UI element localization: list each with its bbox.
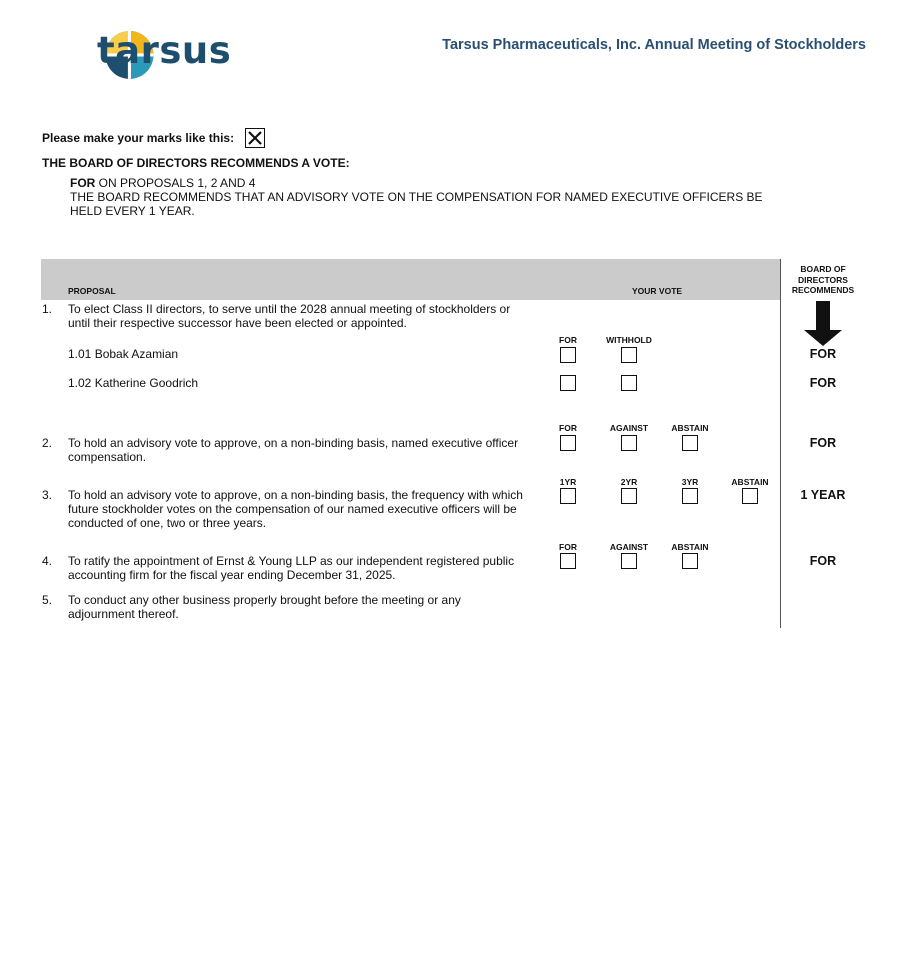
p3-3yr-label: 3YR bbox=[681, 477, 699, 487]
proposal-3-line-2: future stockholder votes on the compensation of our named executive officers will be bbox=[68, 502, 517, 516]
nominee-1-recommendation: FOR bbox=[809, 347, 837, 361]
proposal-5-number: 5. bbox=[42, 593, 53, 607]
proposal-5-line-2: adjournment thereof. bbox=[68, 607, 179, 621]
proposal-4-recommendation: FOR bbox=[809, 554, 837, 568]
nominee-2-withhold-checkbox[interactable] bbox=[621, 375, 637, 391]
proposal-2-number: 2. bbox=[42, 436, 53, 450]
proposal-5-line-1: To conduct any other business properly brought before the meeting or any bbox=[68, 593, 461, 607]
proposal-3-line-3: conducted of one, two or three years. bbox=[68, 516, 267, 530]
for-bold: FOR bbox=[70, 176, 96, 190]
p3-2yr-checkbox[interactable] bbox=[621, 488, 637, 504]
p4-abstain-checkbox[interactable] bbox=[682, 553, 698, 569]
recommends-divider bbox=[780, 259, 781, 628]
advisory-line-2: HELD EVERY 1 YEAR. bbox=[70, 204, 195, 218]
p4-against-checkbox[interactable] bbox=[621, 553, 637, 569]
proposal-1-text bbox=[68, 302, 510, 330]
p2-abstain-label: ABSTAIN bbox=[671, 423, 709, 433]
proposal-2-text bbox=[68, 436, 518, 464]
arrow-down-icon bbox=[804, 301, 842, 346]
p3-1yr-checkbox[interactable] bbox=[560, 488, 576, 504]
proposal-4-line-2: accounting firm for the fiscal year ending December 31, 2025. bbox=[68, 568, 396, 582]
p4-for-label: FOR bbox=[559, 542, 577, 552]
proposal-3-line-1: To hold an advisory vote to approve, on a non-binding basis, the frequency with which bbox=[68, 488, 523, 502]
p2-for-checkbox[interactable] bbox=[560, 435, 576, 451]
proposal-3-recommendation: 1 YEAR bbox=[800, 488, 846, 502]
p3-3yr-checkbox[interactable] bbox=[682, 488, 698, 504]
nominee-1-for-checkbox[interactable] bbox=[560, 347, 576, 363]
nominee-2-for-checkbox[interactable] bbox=[560, 375, 576, 391]
proposal-1-line-2: until their respective successor have been elected or appointed. bbox=[68, 316, 407, 330]
nominee-2-name: 1.02 Katherine Goodrich bbox=[68, 376, 199, 390]
p2-abstain-checkbox[interactable] bbox=[682, 435, 698, 451]
board-header-line-2: DIRECTORS bbox=[798, 274, 848, 285]
for-proposals: ON PROPOSALS 1, 2 AND 4 bbox=[95, 176, 256, 190]
p2-for-label: FOR bbox=[559, 423, 577, 433]
proposal-2-recommendation: FOR bbox=[809, 436, 837, 450]
p2-against-checkbox[interactable] bbox=[621, 435, 637, 451]
proposal-1-number: 1. bbox=[42, 302, 53, 316]
proposal-5-text bbox=[68, 593, 461, 621]
p3-1yr-label: 1YR bbox=[559, 477, 577, 487]
p4-against-label: AGAINST bbox=[609, 542, 649, 552]
proposal-3-number: 3. bbox=[42, 488, 53, 502]
nominee-2-recommendation: FOR bbox=[809, 376, 837, 390]
proposal-2-line-1: To hold an advisory vote to approve, on a non-binding basis, named executive officer bbox=[68, 436, 519, 450]
proposal-4-line-1: To ratify the appointment of Ernst & Young LLP as our independent registered public bbox=[68, 554, 515, 568]
board-recommendation-heading: THE BOARD OF DIRECTORS RECOMMENDS A VOTE: bbox=[42, 156, 350, 170]
advisory-line-1: THE BOARD RECOMMENDS THAT AN ADVISORY VOTE ON THE COMPENSATION FOR NAMED EXECUTIVE OFFICERS BE bbox=[70, 190, 763, 204]
proposal-1-line-1: To elect Class II directors, to serve until the 2028 annual meeting of stockholders or bbox=[68, 302, 511, 316]
p3-2yr-label: 2YR bbox=[620, 477, 638, 487]
proposal-4-text bbox=[68, 554, 514, 582]
proposal-column-header: PROPOSAL bbox=[68, 286, 116, 296]
proposal-2-line-2: compensation. bbox=[68, 450, 147, 464]
your-vote-column-header: YOUR VOTE bbox=[632, 286, 683, 296]
board-recommendation-text bbox=[70, 176, 785, 218]
board-header-line-1: BOARD OF bbox=[800, 264, 846, 274]
p4-for-checkbox[interactable] bbox=[560, 553, 576, 569]
x-mark-icon bbox=[248, 131, 262, 145]
board-recommends-column-header bbox=[788, 264, 858, 296]
proposal-3-text bbox=[68, 488, 523, 530]
p1-for-label: FOR bbox=[559, 335, 577, 345]
page-title: Tarsus Pharmaceuticals, Inc. Annual Meeting of Stockholders bbox=[442, 37, 866, 53]
p1-withhold-label: WITHHOLD bbox=[606, 335, 652, 345]
marks-instruction: Please make your marks like this: bbox=[42, 131, 235, 145]
p4-abstain-label: ABSTAIN bbox=[671, 542, 709, 552]
p3-abstain-checkbox[interactable] bbox=[742, 488, 758, 504]
nominee-1-name: 1.01 Bobak Azamian bbox=[68, 347, 179, 361]
company-logo-text: tarsus bbox=[97, 29, 232, 72]
p3-abstain-label: ABSTAIN bbox=[731, 477, 769, 487]
sample-marked-checkbox bbox=[245, 128, 265, 148]
nominee-1-withhold-checkbox[interactable] bbox=[621, 347, 637, 363]
board-header-line-3: RECOMMENDS bbox=[791, 285, 855, 295]
p2-against-label: AGAINST bbox=[609, 423, 649, 433]
proposal-4-number: 4. bbox=[42, 554, 53, 568]
